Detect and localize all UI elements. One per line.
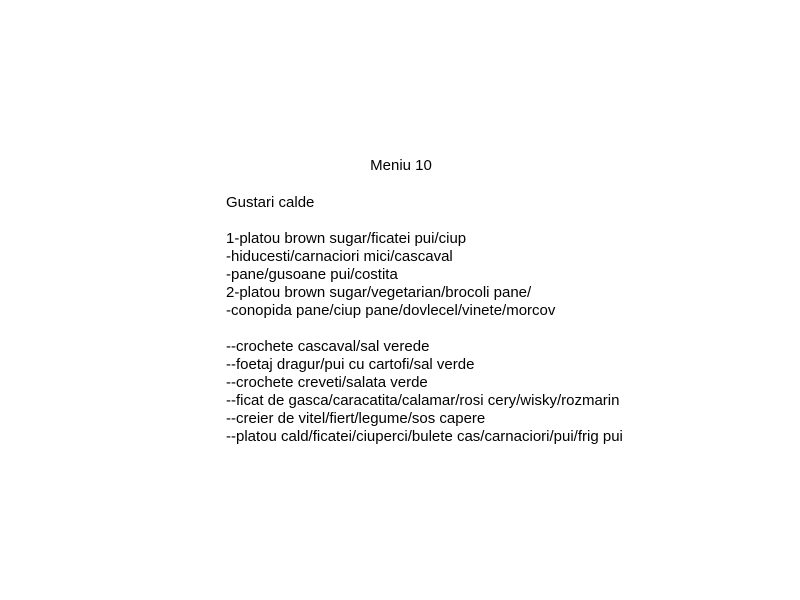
platter-line: -conopida pane/ciup pane/dovlecel/vinete/morcov — [226, 302, 556, 319]
menu-item-line: --foetaj dragur/pui cu cartofi/sal verde — [226, 356, 475, 373]
platter-line: -hiducesti/carnaciori mici/cascaval — [226, 248, 453, 265]
menu-item-line: --crochete cascaval/sal verede — [226, 338, 430, 355]
menu-items-list — [226, 338, 623, 446]
platters-list — [226, 230, 555, 320]
menu-item-line: --platou cald/ficatei/ciuperci/bulete cas/carnaciori/pui/frig pui — [226, 428, 623, 445]
menu-item-line: --ficat de gasca/caracatita/calamar/rosi cery/wisky/rozmarin — [226, 392, 620, 409]
platter-line: 1-platou brown sugar/ficatei pui/ciup — [226, 230, 467, 247]
document-title — [0, 157, 800, 175]
platter-line: -pane/gusoane pui/costita — [226, 266, 398, 283]
menu-item-line: --crochete creveti/salata verde — [226, 374, 428, 391]
menu-item-line: --creier de vitel/fiert/legume/sos capere — [226, 410, 486, 427]
menu-title: Meniu 10 — [370, 157, 432, 174]
section-heading: Gustari calde — [226, 194, 315, 211]
platter-line: 2-platou brown sugar/vegetarian/brocoli pane/ — [226, 284, 532, 301]
